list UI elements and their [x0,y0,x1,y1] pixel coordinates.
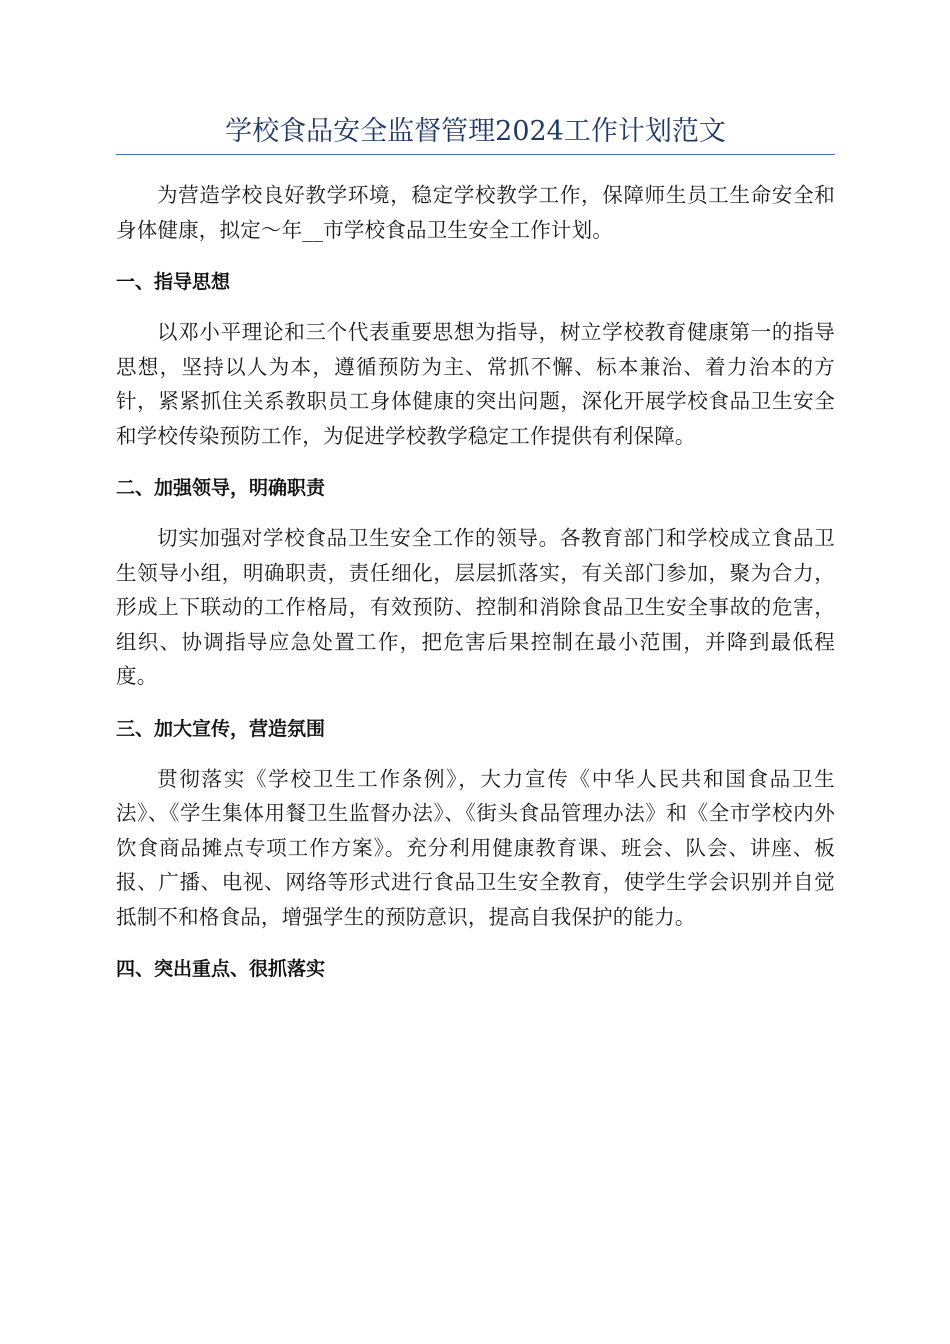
document-body [116,178,835,986]
title-underline [116,154,835,155]
spacer [116,453,835,471]
spacer [116,694,835,712]
section-body-guiding-thought: 以邓小平理论和三个代表重要思想为指导，树立学校教育健康第一的指导思想，坚持以人为本，遵循预防为主、常抓不懈、标本兼治、着力治本的方针，紧紧抓住关系教职员工身体健康的突出问题，深化开展学校食品卫生安全和学校传染预防工作，为促进学校教学稳定工作提供有利保障。 [116,320,835,448]
spacer [116,934,835,952]
intro-paragraph: 为营造学校良好教学环境，稳定学校教学工作，保障师生员工生命安全和身体健康，拟定～年__市学校食品卫生安全工作计划。 [116,183,835,242]
section-heading-publicity: 三、加大宣传，营造氛围 [116,717,326,740]
spacer [116,746,835,762]
section-body-publicity: 贯彻落实《学校卫生工作条例》，大力宣传《中华人民共和国食品卫生法》、《学生集体用餐卫生监督办法》、《街头食品管理办法》和《全市学校内外饮食商品摊点专项工作方案》。充分利用健康教育课、班会、队会、讲座、板报、广播、电视、网络等形式进行食品卫生安全教育，使学生学会识别并自觉抵制不和格食品，增强学生的预防意识，提高自我保护的能力。 [116,766,835,929]
document-title: 学校食品安全监督管理2024工作计划范文 [225,116,726,147]
spacer [116,247,835,265]
section-heading-key-points: 四、突出重点、很抓落实 [116,958,326,980]
section-heading-leadership: 二、加强领导，明确职责 [116,477,326,499]
spacer [116,505,835,521]
section-heading-guiding-thought: 一、指导思想 [116,271,231,293]
spacer [116,299,835,315]
section-body-leadership: 切实加强对学校食品卫生安全工作的领导。各教育部门和学校成立食品卫生领导小组，明确职责，责任细化，层层抓落实，有关部门参加，聚为合力，形成上下联动的工作格局，有效预防、控制和消除食品卫生安全事故的危害，组织、协调指导应急处置工作，把危害后果控制在最小范围，并降到最低程度。 [116,526,835,688]
